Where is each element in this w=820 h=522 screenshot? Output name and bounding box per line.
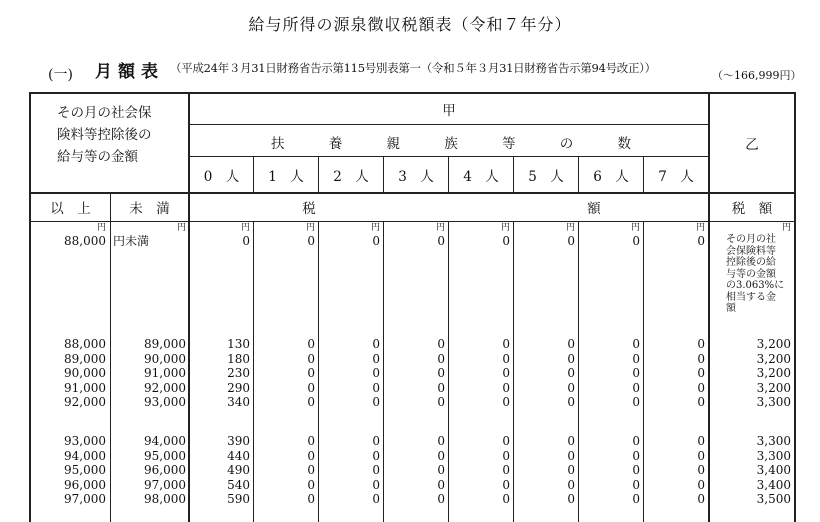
unit-label: 円 <box>695 223 705 233</box>
otsu-note-line: 会保険料等 <box>726 245 776 257</box>
tax-cell: 0 <box>502 434 510 448</box>
amount-header-line: 給与等の金額 <box>57 149 138 165</box>
tax-cell: 0 <box>437 395 445 409</box>
row-lower: 93,000 <box>64 434 106 448</box>
upper-column-group <box>111 434 186 507</box>
otsu-note-line: 相当する金 <box>726 291 776 303</box>
otsu-cell: 3,300 <box>756 448 791 463</box>
row-upper: 91,000 <box>144 366 186 380</box>
first-row-cell: 0 <box>372 234 380 248</box>
tax-cell: 0 <box>372 492 380 506</box>
dep5-column-group <box>514 434 575 507</box>
row-upper: 96,000 <box>144 463 186 477</box>
tax-cell: 0 <box>567 337 575 351</box>
tax-cell: 0 <box>697 380 705 395</box>
tax-cell: 0 <box>697 366 705 380</box>
row-upper: 98,000 <box>144 492 186 506</box>
tax-cell: 540 <box>227 477 250 492</box>
otsu-cell: 3,200 <box>756 337 791 351</box>
tax-cell: 180 <box>227 351 250 366</box>
otsu-rate-note <box>726 234 784 315</box>
row-lower: 88,000 <box>64 337 106 351</box>
dep1-column-group <box>254 337 315 410</box>
dependents-header-char: 数 <box>617 136 631 152</box>
dependents-header-char: 族 <box>444 136 458 152</box>
tax-cell: 0 <box>567 477 575 492</box>
unit-label: 円 <box>370 223 380 233</box>
row-lower: 89,000 <box>64 351 106 366</box>
tax-cell: 0 <box>437 477 445 492</box>
tax-cell: 0 <box>697 351 705 366</box>
upper-column-group <box>111 337 186 410</box>
row-lower: 95,000 <box>64 463 106 477</box>
first-row-upper: 円未満 <box>113 234 150 248</box>
tax-cell: 0 <box>372 434 380 448</box>
dependents-4-header: 4 人 <box>463 168 499 185</box>
otsu-column-group <box>710 434 791 507</box>
otsu-column-group <box>710 337 791 410</box>
first-row-cell: 0 <box>632 234 640 248</box>
tax-cell: 0 <box>502 366 510 380</box>
unit-label: 円 <box>565 223 575 233</box>
tax-cell: 0 <box>307 337 315 351</box>
lower-column-group <box>31 434 106 507</box>
row-upper: 93,000 <box>144 395 186 409</box>
dep2-column-group <box>319 337 380 410</box>
unit-label: 円 <box>500 223 510 233</box>
unit-label: 円 <box>176 223 186 233</box>
dependents-0-header: 0 人 <box>203 168 240 185</box>
tax-cell: 0 <box>307 366 315 380</box>
tax-cell: 0 <box>502 492 510 506</box>
unit-label: 円 <box>305 223 315 233</box>
first-row-cell: 0 <box>437 234 445 248</box>
otsu-cell: 3,400 <box>756 463 791 477</box>
dep0-column-group <box>190 434 250 507</box>
tax-cell: 0 <box>632 351 640 366</box>
gaku-header: 額 <box>587 201 601 217</box>
dependents-header-char: 扶 <box>271 136 285 152</box>
tax-cell: 0 <box>307 395 315 409</box>
dep6-column-group <box>579 337 640 410</box>
tax-cell: 0 <box>502 395 510 409</box>
tax-cell: 0 <box>567 395 575 409</box>
tax-cell: 0 <box>632 492 640 506</box>
tax-cell: 440 <box>227 448 250 463</box>
tax-cell: 0 <box>697 477 705 492</box>
dependents-header-char: の <box>559 136 574 152</box>
range-note: （～166,999円） <box>712 69 802 82</box>
tax-cell: 390 <box>227 434 250 448</box>
row-lower: 92,000 <box>64 395 106 409</box>
dependents-header <box>271 132 631 152</box>
row-upper: 92,000 <box>144 380 186 395</box>
tax-cell: 0 <box>632 337 640 351</box>
dependents-1-header: 1 人 <box>268 168 304 185</box>
row-upper: 94,000 <box>144 434 186 448</box>
dep3-column-group <box>384 337 445 410</box>
tax-cell: 0 <box>307 463 315 477</box>
otsu-note-line: その月の社 <box>726 234 776 245</box>
otsu-note-line: 控除後の給 <box>726 257 776 268</box>
tax-cell: 0 <box>437 337 445 351</box>
tax-cell: 0 <box>372 351 380 366</box>
otsu-cell: 3,200 <box>756 380 791 395</box>
tax-cell: 0 <box>567 380 575 395</box>
unit-label: 円 <box>240 223 250 233</box>
dep1-column-group <box>254 434 315 507</box>
tax-cell: 0 <box>437 434 445 448</box>
subheader-bottom-border <box>29 221 796 222</box>
tax-cell: 0 <box>697 434 705 448</box>
otsu-cell: 3,200 <box>756 366 791 380</box>
tax-cell: 490 <box>227 463 250 477</box>
tax-cell: 0 <box>437 448 445 463</box>
tax-cell: 0 <box>697 337 705 351</box>
dependents-7-header: 7 人 <box>658 168 694 185</box>
tax-cell: 0 <box>502 380 510 395</box>
tax-cell: 0 <box>697 492 705 506</box>
tax-cell: 0 <box>697 463 705 477</box>
tax-cell: 0 <box>567 448 575 463</box>
kou-underline <box>190 124 708 125</box>
tax-cell: 0 <box>632 463 640 477</box>
unit-label: 円 <box>435 223 445 233</box>
dep0-column-group <box>190 337 250 410</box>
amount-header <box>57 102 152 168</box>
tax-cell: 0 <box>372 477 380 492</box>
amount-header-line: 険料等控除後の <box>57 127 152 143</box>
tax-cell: 0 <box>567 366 575 380</box>
dependents-5-header: 5 人 <box>528 168 564 185</box>
document-title: 給与所得の源泉徴収税額表（令和７年分） <box>248 15 572 34</box>
tax-cell: 0 <box>502 448 510 463</box>
unit-label: 円 <box>630 223 640 233</box>
section-note: （平成24年３月31日財務省告示第115号別表第一（令和５年３月31日財務省告示第94号改正）） <box>170 61 656 75</box>
first-row-cell: 0 <box>242 234 250 248</box>
tax-cell: 340 <box>227 395 250 409</box>
otsu-header: 乙 <box>745 136 759 153</box>
table-right-border <box>794 92 796 522</box>
dep2-column-group <box>319 434 380 507</box>
amount-header-line: その月の社会保 <box>57 105 152 121</box>
otsu-zeigaku-header: 税 額 <box>731 201 773 217</box>
dependents-3-header: 3 人 <box>398 168 434 185</box>
first-row-lower: 88,000 <box>64 234 106 248</box>
row-lower: 91,000 <box>64 380 106 395</box>
tax-cell: 0 <box>372 337 380 351</box>
dependents-6-header: 6 人 <box>593 168 629 185</box>
tax-cell: 0 <box>372 448 380 463</box>
tax-cell: 0 <box>437 463 445 477</box>
otsu-cell: 3,500 <box>756 492 791 506</box>
tax-cell: 0 <box>307 492 315 506</box>
row-lower: 94,000 <box>64 448 106 463</box>
first-row-cell: 0 <box>307 234 315 248</box>
row-lower: 97,000 <box>64 492 106 506</box>
section-number: (一) <box>48 67 73 83</box>
tax-cell: 0 <box>307 351 315 366</box>
tax-cell: 0 <box>567 492 575 506</box>
kou-header: 甲 <box>442 102 456 119</box>
otsu-note-line: 額 <box>726 303 736 314</box>
tax-cell: 0 <box>632 434 640 448</box>
tax-table <box>29 92 796 522</box>
tax-cell: 0 <box>372 395 380 409</box>
tax-cell: 0 <box>632 366 640 380</box>
lower-column-group <box>31 337 106 410</box>
tax-cell: 290 <box>227 380 250 395</box>
tax-cell: 0 <box>437 351 445 366</box>
dep4-column-group <box>449 337 510 410</box>
tax-cell: 0 <box>307 477 315 492</box>
row-upper: 89,000 <box>144 337 186 351</box>
row-lower: 90,000 <box>64 366 106 380</box>
row-upper: 90,000 <box>144 351 186 366</box>
dep7-column-group <box>644 337 705 410</box>
tax-cell: 0 <box>307 448 315 463</box>
dependents-header-char: 養 <box>328 136 343 152</box>
tax-cell: 130 <box>227 337 250 351</box>
dep6-column-group <box>579 434 640 507</box>
tax-cell: 0 <box>502 337 510 351</box>
otsu-note-line: の3.063%に <box>726 280 785 291</box>
row-upper: 97,000 <box>144 477 186 492</box>
tax-cell: 0 <box>632 380 640 395</box>
tax-cell: 0 <box>567 463 575 477</box>
tax-cell: 230 <box>227 366 250 380</box>
tax-cell: 0 <box>632 448 640 463</box>
dependents-header-char: 等 <box>502 136 516 152</box>
dep5-column-group <box>514 337 575 410</box>
tax-cell: 590 <box>227 492 250 506</box>
first-row-cell: 0 <box>502 234 510 248</box>
otsu-cell: 3,200 <box>756 351 791 366</box>
tax-cell: 0 <box>632 477 640 492</box>
dep4-column-group <box>449 434 510 507</box>
otsu-cell: 3,400 <box>756 477 791 492</box>
tax-cell: 0 <box>697 395 705 409</box>
dependents-2-header: 2 人 <box>333 168 369 185</box>
miman-header: 未 満 <box>129 201 170 217</box>
tax-cell: 0 <box>567 434 575 448</box>
first-row-cell: 0 <box>697 234 705 248</box>
tax-cell: 0 <box>437 366 445 380</box>
tax-cell: 0 <box>372 463 380 477</box>
tax-cell: 0 <box>502 463 510 477</box>
tax-cell: 0 <box>567 351 575 366</box>
tax-cell: 0 <box>502 351 510 366</box>
tax-cell: 0 <box>372 366 380 380</box>
otsu-note-line: 与等の金額 <box>726 268 776 280</box>
dep7-column-group <box>644 434 705 507</box>
tax-cell: 0 <box>307 380 315 395</box>
unit-label: 円 <box>781 223 791 233</box>
row-upper: 95,000 <box>144 448 186 463</box>
tax-cell: 0 <box>632 395 640 409</box>
section-title: 月額表 <box>95 62 164 82</box>
unit-label: 円 <box>96 223 106 233</box>
tax-cell: 0 <box>437 492 445 506</box>
dep3-column-group <box>384 434 445 507</box>
ijou-header: 以 上 <box>50 201 91 217</box>
tax-cell: 0 <box>502 477 510 492</box>
otsu-cell: 3,300 <box>756 434 791 448</box>
otsu-cell: 3,300 <box>756 395 791 409</box>
row-lower: 96,000 <box>64 477 106 492</box>
zei-header: 税 <box>302 201 316 217</box>
tax-cell: 0 <box>437 380 445 395</box>
tax-cell: 0 <box>697 448 705 463</box>
tax-cell: 0 <box>307 434 315 448</box>
dependents-header-char: 親 <box>386 136 400 152</box>
first-row-cell: 0 <box>567 234 575 248</box>
tax-cell: 0 <box>372 380 380 395</box>
